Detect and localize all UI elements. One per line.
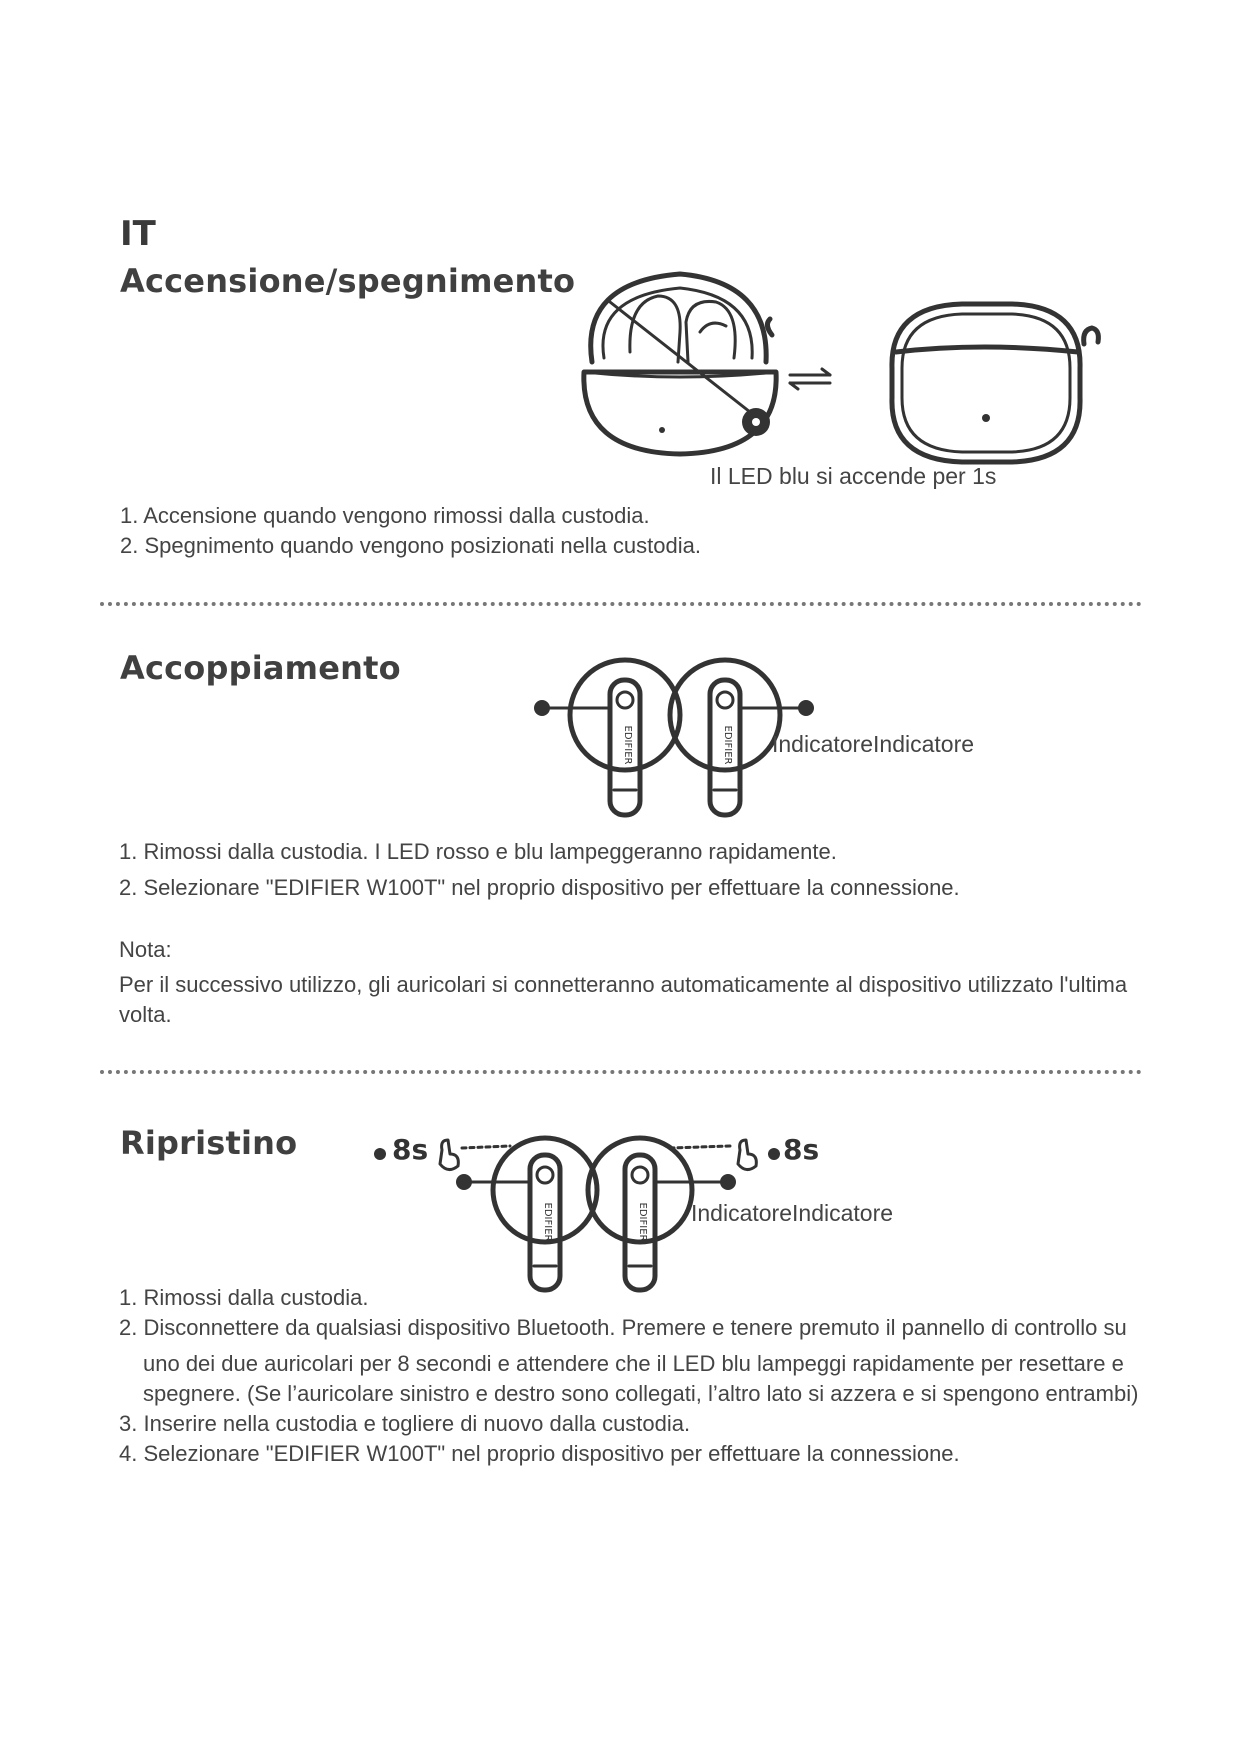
list-item: 1. Rimossi dalla custodia. [119,1285,369,1310]
list-item: 3. Inserire nella custodia e togliere di nuovo dalla custodia. [119,1411,691,1436]
earbud-branding-text: EDIFIER [722,725,733,765]
steps-list-power [120,501,701,561]
note-text-line: Per il successivo utilizzo, gli auricolari si connetteranno automaticamente al dispositivo utilizzato l'ultima [119,972,1128,997]
hold-dot-icon [372,1146,388,1162]
earbud-branding-text: EDIFIER [622,725,633,765]
note-label: Nota: [119,937,172,962]
list-item: 1. Rimossi dalla custodia. I LED rosso e blu lampeggeranno rapidamente. [119,839,837,864]
list-item: 2. Disconnettere da qualsiasi dispositivo Bluetooth. Premere e tenere premuto il pannello di controllo su [119,1315,1127,1340]
language-code: IT [120,214,156,254]
indicator-label-reset: IndicatoreIndicatore [691,1200,894,1226]
earbud-branding-text: EDIFIER [542,1202,553,1242]
earbud-branding-text: EDIFIER [637,1202,648,1242]
list-item: 4. Selezionare "EDIFIER W100T" nel proprio dispositivo per effettuare la connessione. [119,1441,960,1466]
hold-duration-right: 8s [783,1133,820,1166]
section-title-power: Accensione/spegnimento [120,262,576,300]
list-item-continued: spegnere. (Se l’auricolare sinistro e destro sono collegati, l’altro lato si azzera e si spengono entrambi) [143,1381,1139,1406]
hold-dot-icon [766,1146,782,1162]
list-item-continued: uno dei due auricolari per 8 secondi e attendere che il LED blu lampeggi rapidamente per resettare e [143,1351,1124,1376]
list-item: 1. Accensione quando vengono rimossi dalla custodia. [120,503,650,528]
section-divider [100,1070,1142,1074]
led-caption-power: Il LED blu si accende per 1s [710,463,997,489]
steps-list-pairing [119,837,960,903]
case-closed-illustration [882,298,1112,468]
hold-duration-left: 8s [392,1133,429,1166]
list-item: 2. Spegnimento quando vengono posizionati nella custodia. [120,533,701,558]
list-item: 2. Selezionare "EDIFIER W100T" nel proprio dispositivo per effettuare la connessione. [119,875,960,900]
indicator-label-pairing: IndicatoreIndicatore [772,731,975,757]
note-text-line: volta. [119,1002,172,1027]
section-title-reset: Ripristino [120,1124,298,1162]
swap-arrows-icon [760,325,850,395]
section-title-pairing: Accoppiamento [120,649,401,687]
section-divider [100,602,1142,606]
